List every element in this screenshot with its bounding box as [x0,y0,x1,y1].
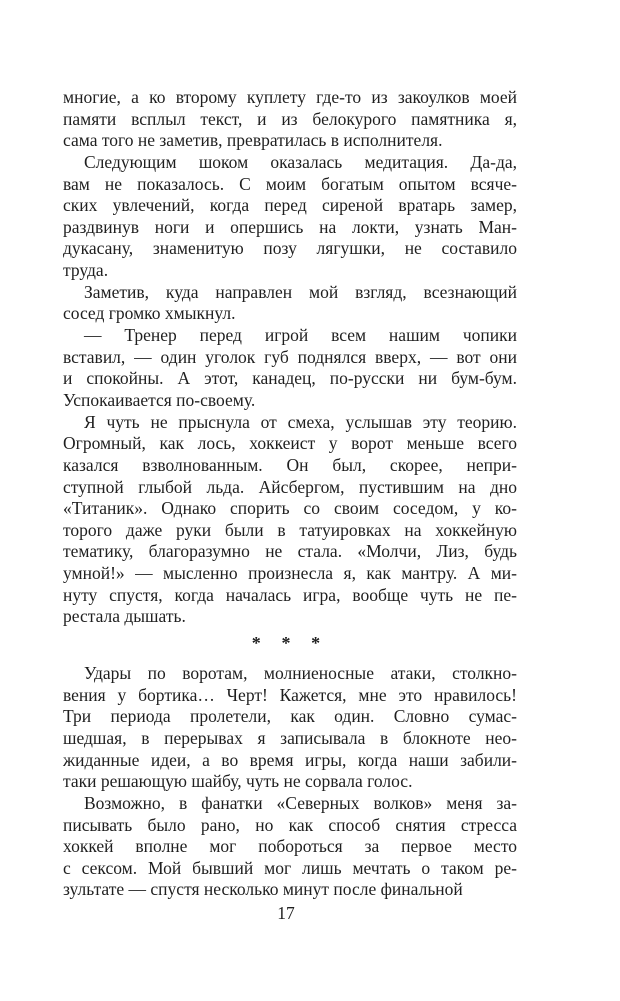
text-line: шедшая, в перерывах я записывала в блокноте нео- [63,727,517,748]
text-line: Следующим шоком оказалась медитация. Да-да, [84,151,517,172]
text-line: ступной глыбой льда. Айсбергом, пустившим на дно [63,476,517,497]
text-line: казался взволнованным. Он был, скорее, непри- [63,454,517,475]
text-line: Возможно, в фанатки «Северных волков» меня за- [84,792,517,813]
text-line: раздвинув ноги и опершись на локти, узнать Ман- [63,216,517,237]
text-line: «Титаник». Однако спорить со своим соседом, у ко- [63,498,517,519]
text-line: труда. [63,260,109,281]
text-line: зультате — спустя несколько минут после финальной [63,879,463,900]
paragraph [63,793,517,901]
text-line: памяти всплыл текст, и из белокурого памятника я, [63,108,517,129]
paragraph [63,87,517,152]
text-line: торого даже руки были в татуировках на хоккейную [63,519,517,540]
text-block [63,87,517,901]
text-line: — Тренер перед игрой всем нашим чопики [84,325,517,346]
paragraph [63,152,517,282]
text-line: сама того не заметив, превратилась в исполнителя. [63,130,443,151]
text-line: Удары по воротам, молниеносные атаки, столкно- [84,663,517,684]
text-line: вставил, — один уголок губ поднялся вверх, — вот они [63,346,517,367]
paragraph [63,282,517,325]
section-separator: * * * [251,633,329,654]
text-line: вения у бортика… Черт! Кажется, мне это нравилось! [63,684,517,705]
text-line: жиданные идеи, а во время игры, когда наши забили- [63,749,517,770]
paragraph [63,412,517,628]
text-line: с сексом. Мой бывший мог лишь мечтать о таком ре- [63,857,517,878]
text-line: сосед громко хмыкнул. [63,303,236,324]
text-line: писывать было рано, но как способ снятия стресса [63,814,517,835]
text-line: и спокойны. А этот, канадец, по-русски ни бум-бум. [63,368,517,389]
text-line: хоккей вполне мог побороться за первое место [63,836,517,857]
page-number: 17 [277,903,295,923]
text-line: таки решающую шайбу, чуть не сорвала голос. [63,771,413,792]
text-line: Три периода пролетели, как один. Словно сумас- [63,706,517,727]
text-line: многие, а ко второму куплету где-то из закоулков моей [63,87,517,107]
text-line: дукасану, знаменитую позу лягушки, не составило [63,238,517,259]
text-line: ских увлечений, когда перед сиреной вратарь замер, [63,195,517,216]
text-line: Заметив, куда направлен мой взгляд, всезнающий [84,281,517,302]
paragraph [63,663,517,793]
text-line: Успокаивается по-своему. [63,389,256,410]
text-line: Я чуть не прыснула от смеха, услышав эту теорию. [84,411,517,432]
text-line: умной!» — мысленно произнесла я, как мантру. А ми- [63,563,517,584]
text-line: Огромный, как лось, хоккеист у ворот меньше всего [63,433,517,454]
text-line: вам не показалось. С моим богатым опытом всяче- [63,173,517,194]
text-line: нуту спустя, когда началась игра, вообще чуть не пе- [63,584,517,605]
text-line: рестала дышать. [63,606,186,627]
text-line: тематику, благоразумно не стала. «Молчи, Лиз, будь [63,541,517,562]
paragraph [63,325,517,412]
